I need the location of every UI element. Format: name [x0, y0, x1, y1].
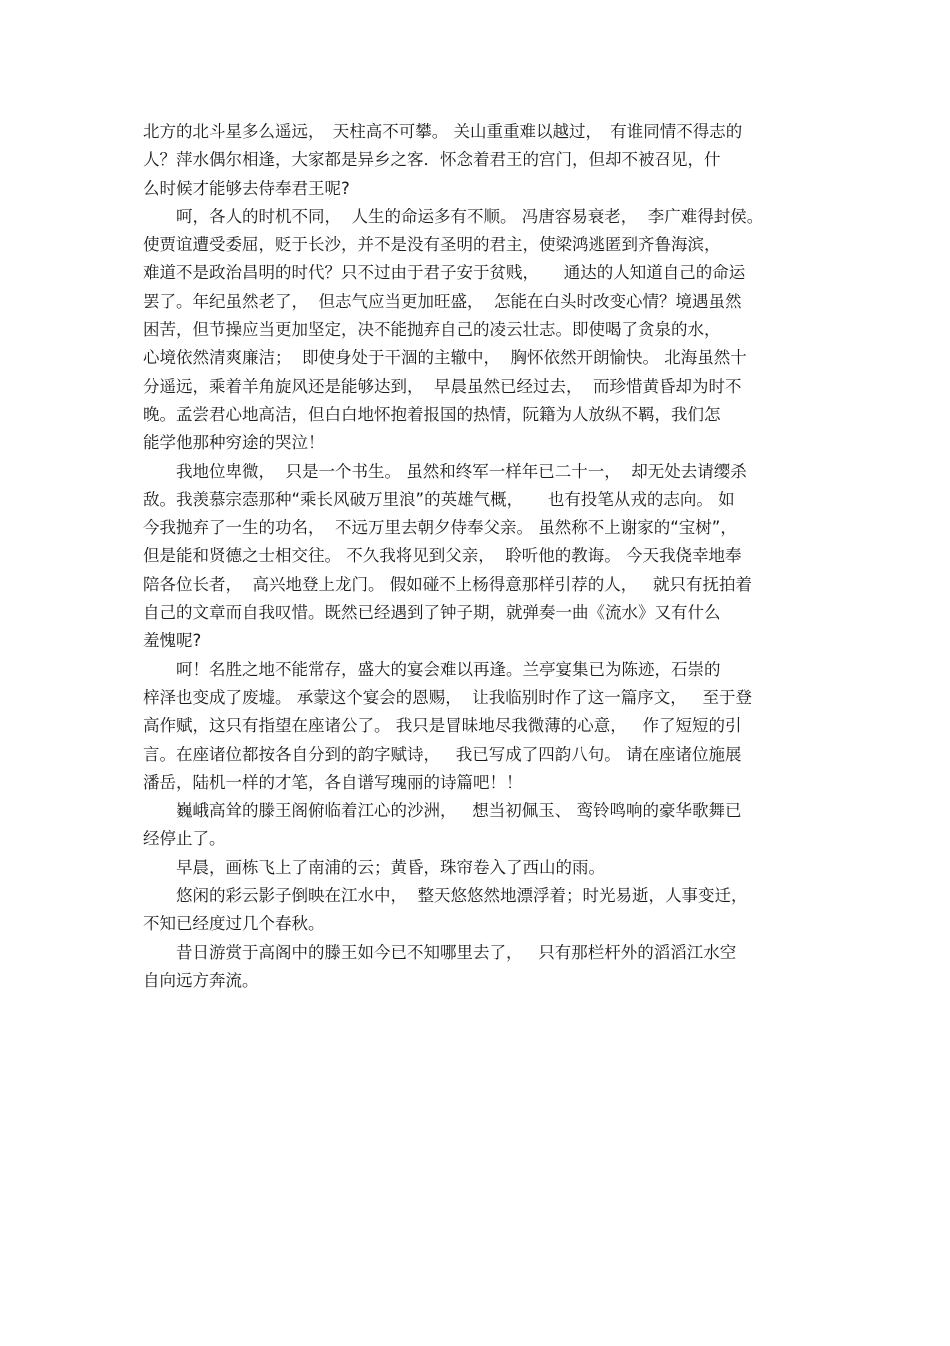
text-line: 羞愧呢? — [143, 631, 202, 651]
text-line: 困苦，但节操应当更加坚定，决不能抛弃自己的凌云壮志。即使喝了贪泉的水， — [143, 320, 721, 340]
text-line: 呵！名胜之地不能常存，盛大的宴会难以再逢。兰亭宴集已为陈迹，石崇的 — [143, 659, 721, 679]
text-line: 自向远方奔流。 — [143, 970, 259, 990]
text-line: 我地位卑微， 只是一个书生。 虽然和终军一样年已二十一， 却无处去请缨杀 — [143, 461, 747, 481]
text-line: 使贾谊遭受委屈，贬于长沙，并不是没有圣明的君主，使梁鸿逃匿到齐鲁海滨， — [143, 235, 721, 255]
text-line: 经停止了。 — [143, 829, 226, 849]
text-line: 人？萍水偶尔相逢，大家都是异乡之客．怀念着君王的宫门，但却不被召见，什 — [143, 150, 721, 170]
text-line: 陪各位长者， 高兴地登上龙门。 假如碰不上杨得意那样引荐的人， 就只有抚拍着 — [143, 574, 752, 594]
text-line: 高作赋，这只有指望在座诸公了。 我只是冒昧地尽我微薄的心意， 作了短短的引 — [143, 716, 742, 736]
text-line: 难道不是政治昌明的时代？只不过由于君子安于贫贱， 通达的人知道自己的命运 — [143, 263, 746, 283]
text-line: 巍峨高耸的滕王阁俯临着江心的沙洲， 想当初佩玉、 鸾铃鸣响的豪华歌舞已 — [143, 801, 742, 821]
text-line: 呵，各人的时机不同， 人生的命运多有不顺。 冯唐容易衰老， 李广难得封侯。 — [143, 206, 764, 226]
text-line: 梓泽也变成了废墟。 承蒙这个宴会的恩赐， 让我临别时作了这一篇序文， 至于登 — [143, 687, 752, 707]
text-line: 分遥远，乘着羊角旋风还是能够达到， 早晨虽然已经过去， 而珍惜黄昏却为时不 — [143, 376, 742, 396]
text-line: 么时候才能够去侍奉君王呢? — [143, 178, 350, 198]
text-line: 昔日游赏于高阁中的滕王如今已不知哪里去了， 只有那栏杆外的滔滔江水空 — [143, 942, 737, 962]
text-line: 敌。我羡慕宗悫那种“乘长风破万里浪”的英雄气概， 也有投笔从戎的志向。 如 — [143, 489, 735, 509]
text-line: 但是能和贤德之士相交往。 不久我将见到父亲， 聆听他的教诲。 今天我侥幸地奉 — [143, 546, 742, 566]
text-line: 自己的文章而自我叹惜。既然已经遇到了钟子期，就弹奏一曲《流水》又有什么 — [143, 603, 721, 623]
text-line: 早晨，画栋飞上了南浦的云；黄昏，珠帘卷入了西山的雨。 — [143, 857, 605, 877]
text-line: 罢了。年纪虽然老了， 但志气应当更加旺盛， 怎能在白头时改变心情？境遇虽然 — [143, 291, 742, 311]
text-line: 心境依然清爽廉洁； 即使身处于干涸的主辙中， 胸怀依然开朗愉快。 北海虽然十 — [143, 348, 747, 368]
text-line: 能学他那种穷途的哭泣！ — [143, 433, 325, 453]
text-line: 今我抛弃了一生的功名， 不远万里去朝夕侍奉父亲。 虽然称不上谢家的“宝树”， — [143, 518, 737, 538]
text-line: 潘岳，陆机一样的才笔，各自谱写瑰丽的诗篇吧！！ — [143, 772, 523, 792]
text-line: 北方的北斗星多么遥远， 天柱高不可攀。 关山重重难以越过， 有谁同情不得志的 — [143, 122, 743, 141]
body-text — [143, 118, 808, 995]
text-line: 不知已经度过几个春秋。 — [143, 914, 325, 934]
text-line: 晚。孟尝君心地高洁，但白白地怀抱着报国的热情，阮籍为人放纵不羁，我们怎 — [143, 404, 721, 424]
text-line: 悠闲的彩云影子倒映在江水中， 整天悠悠然地漂浮着；时光易逝，人事变迁， — [143, 886, 748, 906]
text-line: 言。在座诸位都按各自分到的韵字赋诗， 我已写成了四韵八句。 请在座诸位施展 — [143, 744, 742, 764]
